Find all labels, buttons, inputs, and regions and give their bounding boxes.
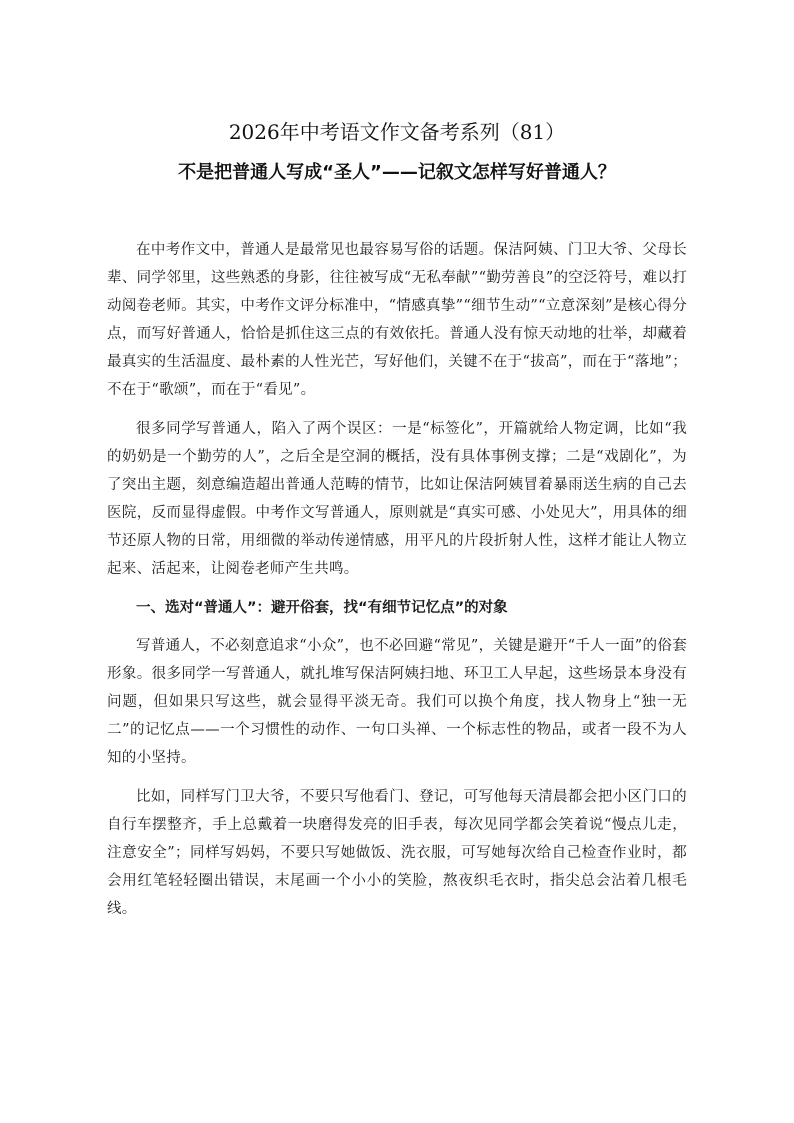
document-title: 2026年中考语文作文备考系列（81） [228,120,566,144]
paragraph-section1-1: 写普通人，不必刻意追求“小众”，也不必回避“常见”，关键是避开“千人一面”的俗套形象。很多同学一写普通人，就扎堆写保洁阿姨扫地、环卫工人早起，这些场景本身没有问题，但如果只写这些，就会显得平淡无奇。我们可以换个角度，找人物身上“独一无二”的记忆点——一个习惯性的动作、一句口头禅、一个标志性的物品，或者一段不为人知的小坚持。 [107,638,687,766]
section-heading-1: 一、选对“普通人”：避开俗套，找“有细节记忆点”的对象 [136,600,508,616]
document-subtitle: 不是把普通人写成“圣人”——记叙文怎样写好普通人？ [178,162,616,183]
paragraph-intro-2: 很多同学写普通人，陷入了两个误区：一是“标签化”，开篇就给人物定调，比如“我的奶奶是一个勤劳的人”，之后全是空洞的概括，没有具体事例支撑；二是“戏剧化”，为了突出主题，刻意编造超出普通人范畴的情节，比如让保洁阿姨冒着暴雨送生病的自己去医院，反而显得虚假。中考作文写普通人，原则就是“真实可感、小处见大”，用具体的细节还原人物的日常，用细微的举动传递情感，用平凡的片段折射人性，这样才能让人物立起来、活起来，让阅卷老师产生共鸣。 [107,421,687,577]
paragraph-section1-2: 比如，同样写门卫大爷，不要只写他看门、登记，可写他每天清晨都会把小区门口的自行车摆整齐，手上总戴着一块磨得发亮的旧手表，每次见同学都会笑着说“慢点儿走，注意安全”；同样写妈妈，不要只写她做饭、洗衣服，可写她每次给自己检查作业时，都会用红笔轻轻圈出错误，末尾画一个小小的笑脸，熬夜织毛衣时，指尖总会沾着几根毛线。 [107,789,687,917]
paragraph-intro-1: 在中考作文中，普通人是最常见也最容易写俗的话题。保洁阿姨、门卫大爷、父母长辈、同学邻里，这些熟悉的身影，往往被写成“无私奉献”“勤劳善良”的空泛符号，难以打动阅卷老师。其实，中考作文评分标准中，“情感真挚”“细节生动”“立意深刻”是核心得分点，而写好普通人，恰恰是抓住这三点的有效依托。普通人没有惊天动地的壮举，却藏着最真实的生活温度、最朴素的人性光芒，写好他们，关键不在于“拔高”，而在于“落地”；不在于“歌颂”，而在于“看见”。 [107,242,687,398]
document-body [107,236,687,934]
